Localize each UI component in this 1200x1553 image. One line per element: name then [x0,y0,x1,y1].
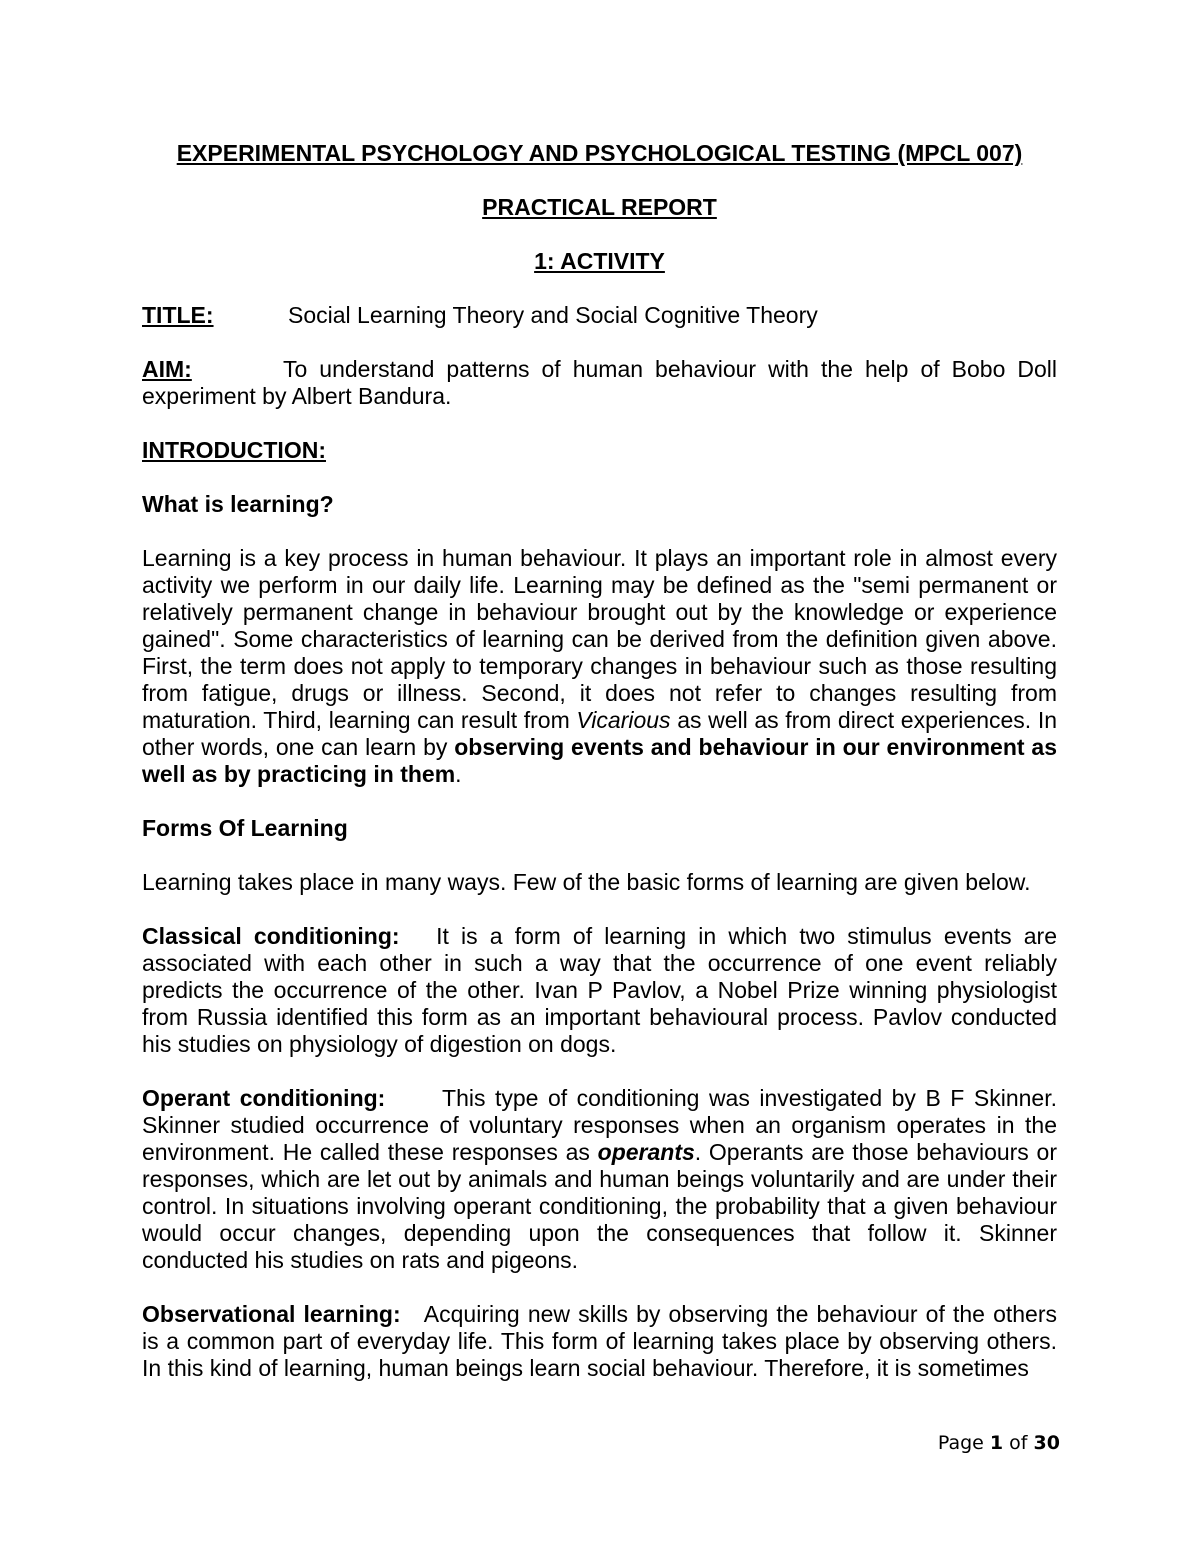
observational-paragraph [142,1301,1057,1382]
aim-row [142,356,1057,410]
introduction-heading: INTRODUCTION: [142,437,326,463]
operants-term: operants [597,1139,695,1165]
aim-label: AIM: [142,356,192,382]
observational-text: Acquiring new skills by observing the behaviour of the others is a common part of everyday life. This form of learning takes place by observing others. In this kind of learning, human beings learn social behaviour. Therefore, it is sometimes [142,1301,1058,1381]
learning-emphasis: observing events and behaviour in our environment as well as by practicing in them [142,734,1057,787]
operant-label: Operant conditioning: [142,1085,386,1111]
operant-text-1: This type of conditioning was investigated by B F Skinner. Skinner studied occurrence of voluntary responses when an organism operates in the environment. He called these responses as [142,1085,1057,1165]
total-page-count: 30 [1033,1432,1060,1454]
classical-paragraph [142,923,1057,1058]
aim-value: To understand patterns of human behaviour with the help of Bobo Doll experiment by Albert Bandura. [142,356,1057,409]
current-page-number: 1 [989,1432,1004,1454]
what-is-learning-heading: What is learning? [142,491,334,517]
classical-label: Classical conditioning: [142,923,400,949]
learning-text-2: as well as from direct experiences. In other words, one can learn by [142,707,1057,760]
classical-text: It is a form of learning in which two stimulus events are associated with each other in such a way that the occurrence of one event reliably predicts the occurrence of the other. Ivan P Pavlov, a Nobel Prize winning physiologist from Russia identified this form as an important behavioural process. Pavlov conducted his studies on physiology of digestion on dogs. [142,923,1057,1057]
report-title: PRACTICAL REPORT [482,194,717,220]
course-title: EXPERIMENTAL PSYCHOLOGY AND PSYCHOLOGICAL TESTING (MPCL 007) [176,140,1023,166]
page-footer [925,1431,1060,1455]
operant-paragraph [142,1085,1057,1274]
forms-heading: Forms Of Learning [142,815,348,841]
observational-label: Observational learning: [142,1301,401,1327]
operant-text-2: . Operants are those behaviours or responses, which are let out by animals and human beings voluntarily and are under their control. In situations involving operant conditioning, the probability that a given behaviour would occur changes, depending upon the consequences that follow it. Skinner conducted his studies on rats and pigeons. [142,1139,1058,1273]
activity-heading: 1: ACTIVITY [534,248,665,274]
title-label: TITLE: [142,302,214,328]
title-row [142,302,1057,329]
page-content [142,140,1057,1409]
learning-text-1: Learning is a key process in human behaviour. It plays an important role in almost every activity we perform in our daily life. Learning may be defined as the "semi permanent or relatively permanent change in behaviour brought out by the knowledge or experience gained". Some characteristics of learning can be derived from the definition given above. First, the term does not apply to temporary changes in behaviour such as those resulting from fatigue, drugs or illness. Second, it does not refer to changes resulting from maturation. Third, learning can result from [142,545,1057,733]
page-word: Page [937,1432,984,1454]
vicarious-term: Vicarious [576,707,671,733]
learning-text-end: . [455,761,462,787]
title-value: Social Learning Theory and Social Cognitive Theory [288,302,818,328]
of-word: of [1009,1432,1028,1454]
learning-paragraph [142,545,1057,788]
forms-intro: Learning takes place in many ways. Few of the basic forms of learning are given below. [142,869,1031,895]
